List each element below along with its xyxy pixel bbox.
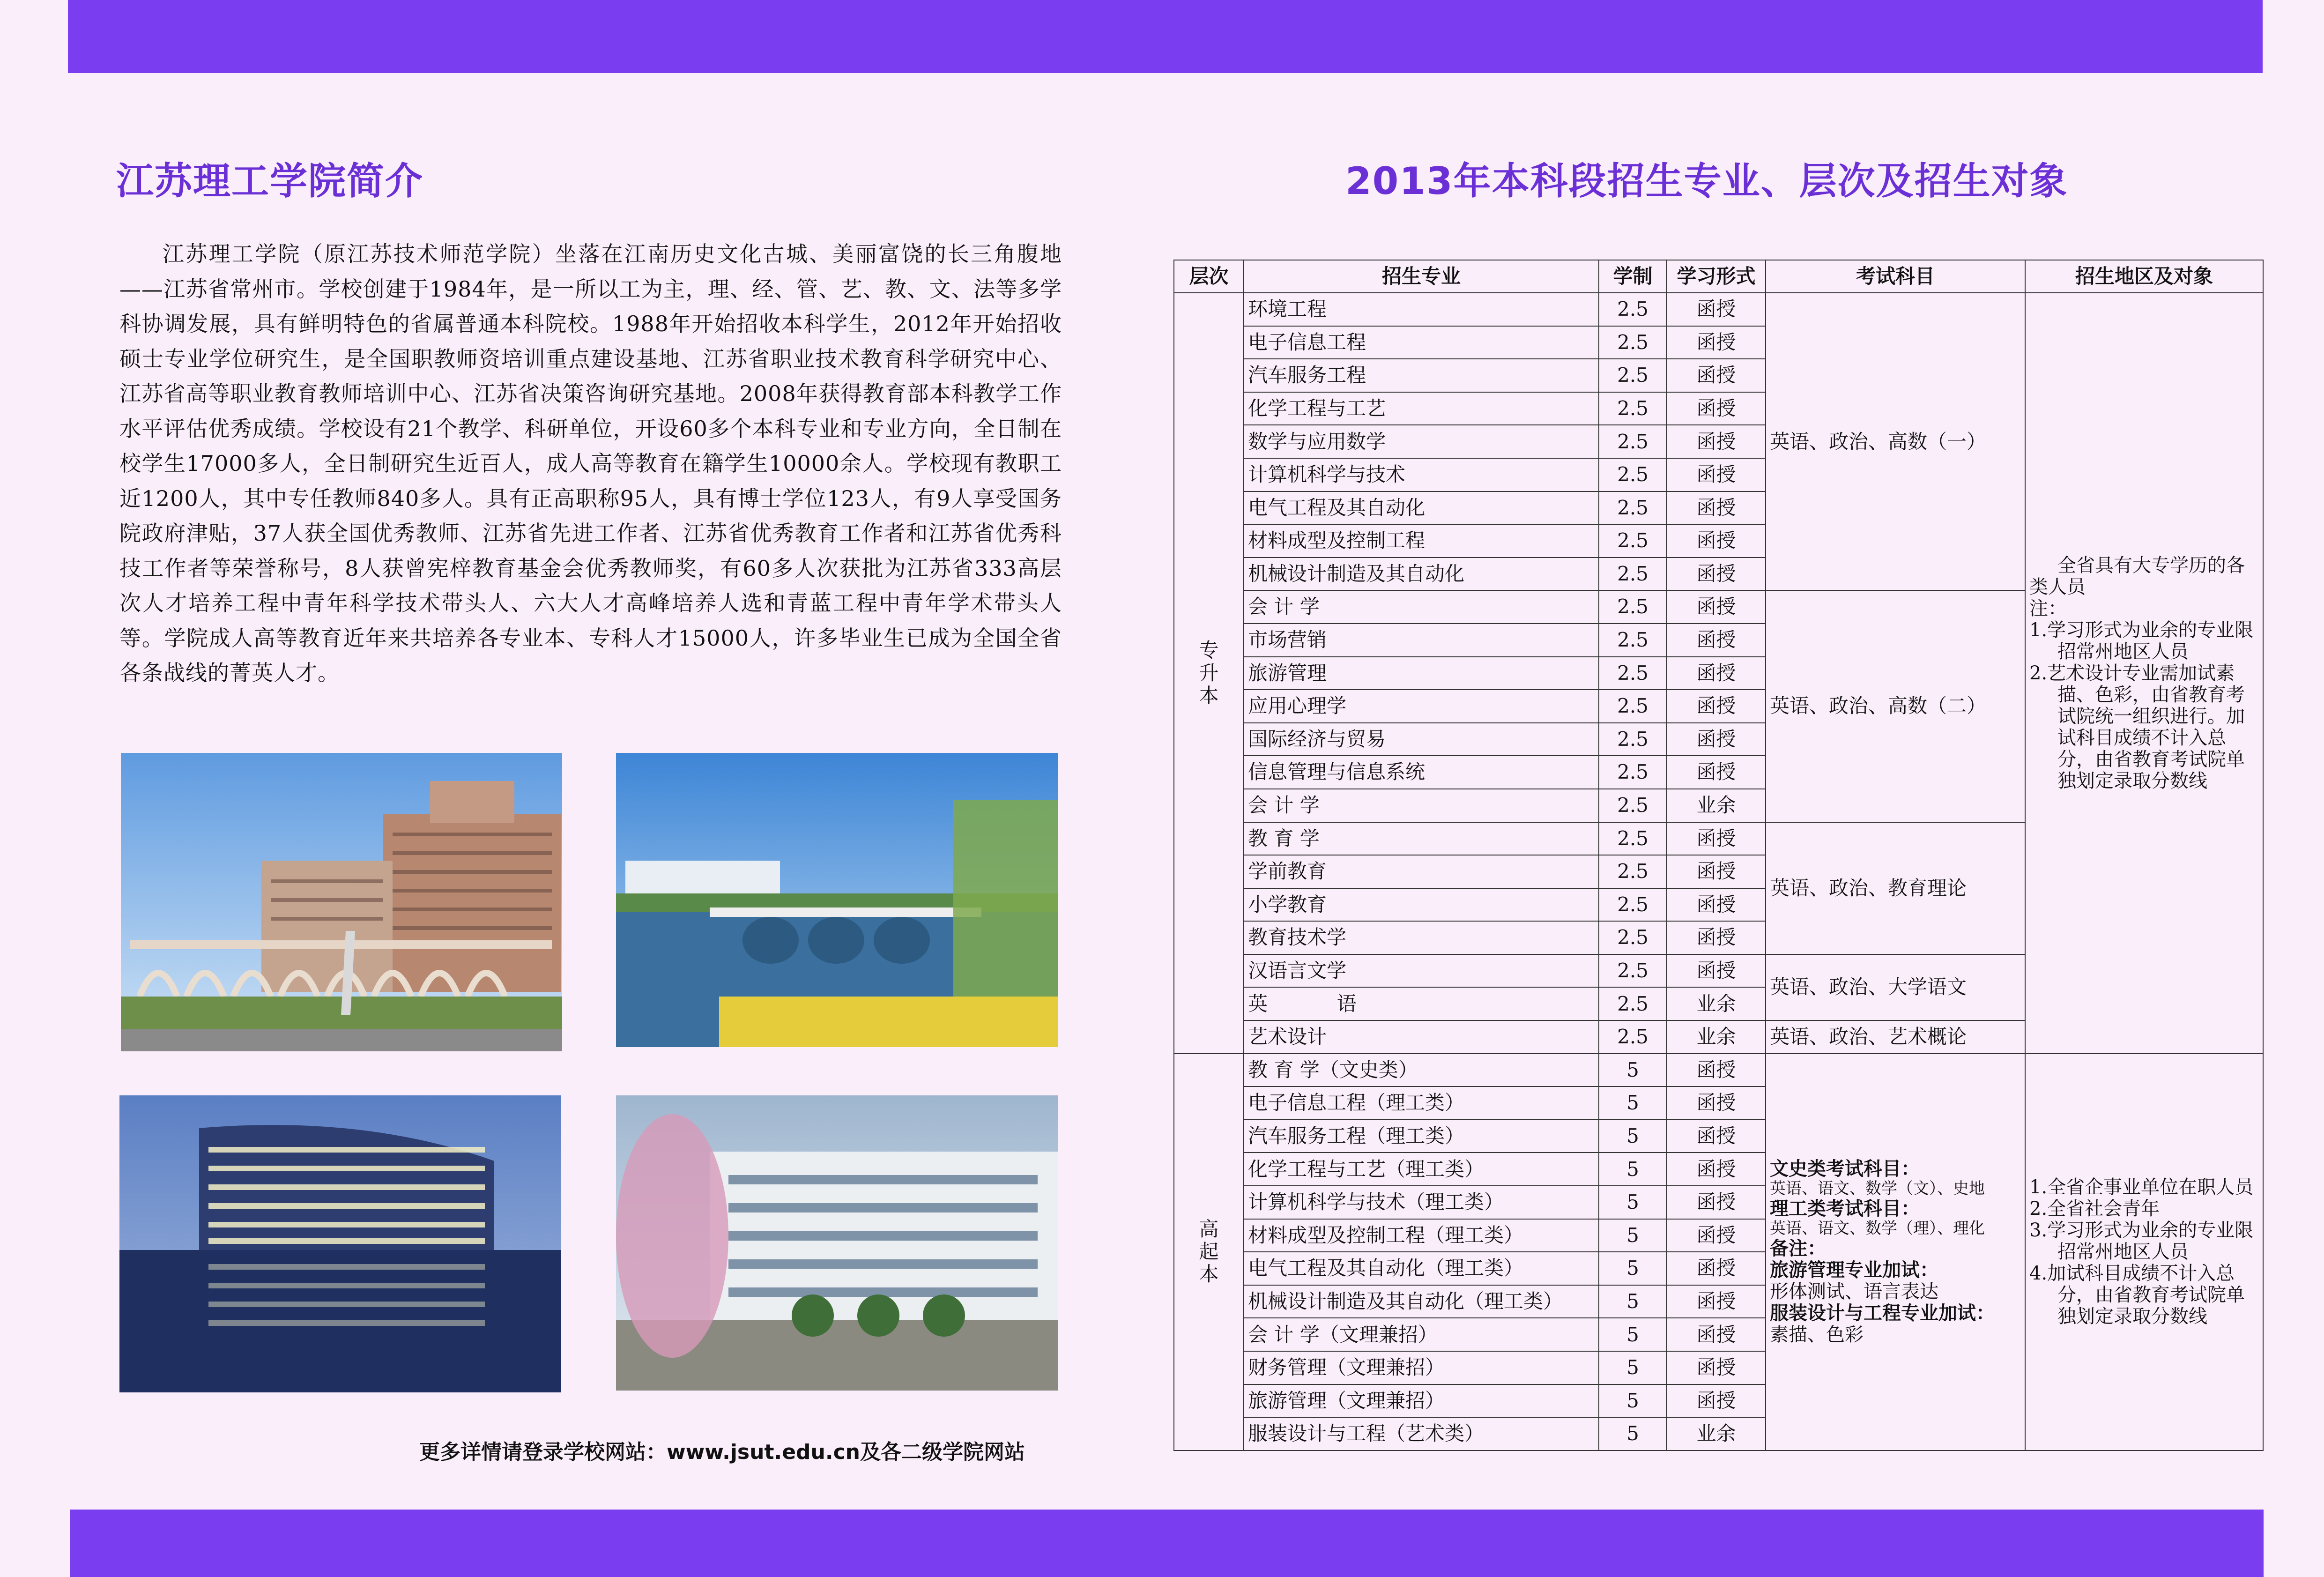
mode-cell: 函授 <box>1667 624 1766 657</box>
mode-cell: 函授 <box>1667 359 1766 392</box>
mode-cell: 函授 <box>1667 293 1766 326</box>
major-cell: 机械设计制造及其自动化（理工类） <box>1244 1285 1599 1318</box>
mode-cell: 函授 <box>1667 558 1766 591</box>
header-major: 招生专业 <box>1244 260 1599 293</box>
mode-cell: 函授 <box>1667 723 1766 756</box>
exam-tourism-subjects: 形体测试、语言表达 <box>1770 1281 1938 1303</box>
intro-text: 江苏理工学院（原江苏技术师范学院）坐落在江南历史文化古城、美丽富饶的长三角腹地——江苏省常州市。学校创建于1984年，是一所以工为主，理、经、管、艺、教、文、法等多学科协调发展，具有鲜明特色的省属普通本科院校。1988年开始招收本科学生，2012年开始招收硕士专业学位研究生，是全国职教师资培训重点建设基地、江苏省职业技术教育科学研究中心、江苏省高等职业教育教师培训中心、江苏省决策咨询研究基地。2008年获得教育部本科教学工作水平评估优秀成绩。学校设有21个教学、科研单位，开设60多个本科专业和专业方向，全日制在校学生17000多人，全日制研究生近百人，成人高等教育在籍学生10000余人。学校现有教职工近1200人，其中专任教师840多人。具有正高职称95人，具有博士学位123人，有9人享受国务院政府津贴，37人获全国优秀教师、江苏省先进工作者、江苏省优秀教育工作者和江苏省优秀科技工作者等荣誉称号，8人获曾宪梓教育基金会优秀教师奖，有60多人次获批为江苏省333高层次人才培养工程中青年科学技术带头人、六大人才高峰培养人选和青蓝工程中青年学术带头人等。学院成人高等教育近年来共培养各专业本、专科人才15000人，许多毕业生已成为全国全省各条战线的菁英人才。 <box>119 241 1062 685</box>
website-note: 更多详情请登录学校网站：www.jsut.edu.cn及各二级学院网站 <box>419 1440 1025 1464</box>
major-cell: 机械设计制造及其自动化 <box>1244 558 1599 591</box>
mode-cell: 函授 <box>1667 756 1766 789</box>
exam-cell-highschool <box>1766 1054 2025 1451</box>
header-exam: 考试科目 <box>1766 260 2025 293</box>
region-note: 1.学习形式为业余的专业限招常州地区人员 <box>2029 619 2254 662</box>
intro-title: 江苏理工学院简介 <box>116 159 423 203</box>
major-cell: 应用心理学 <box>1244 690 1599 723</box>
years-cell: 5 <box>1599 1186 1667 1219</box>
mode-cell: 函授 <box>1667 1153 1766 1186</box>
exam-cell: 英语、政治、高数（二） <box>1766 590 2025 822</box>
exam-remark-label: 备注： <box>1770 1238 1826 1260</box>
years-cell: 5 <box>1599 1153 1667 1186</box>
major-cell: 会 计 学（文理兼招） <box>1244 1318 1599 1351</box>
mode-cell: 业余 <box>1667 1417 1766 1451</box>
mode-cell: 函授 <box>1667 921 1766 954</box>
major-cell: 教育技术学 <box>1244 921 1599 954</box>
mode-cell: 函授 <box>1667 1285 1766 1318</box>
major-cell: 电子信息工程 <box>1244 326 1599 359</box>
years-cell: 2.5 <box>1599 326 1667 359</box>
years-cell: 2.5 <box>1599 590 1667 624</box>
level-highschool: 高起本 <box>1174 1054 1244 1451</box>
years-cell: 2.5 <box>1599 458 1667 491</box>
years-cell: 2.5 <box>1599 624 1667 657</box>
exam-cell: 英语、政治、大学语文 <box>1766 954 2025 1020</box>
major-cell: 旅游管理（文理兼招） <box>1244 1384 1599 1418</box>
exam-arts-subjects: 英语、语文、数学（文）、史地 <box>1770 1179 1985 1198</box>
header-mode: 学习形式 <box>1667 260 1766 293</box>
top-band <box>68 0 2263 73</box>
major-cell: 化学工程与工艺 <box>1244 392 1599 425</box>
enrollment-table <box>1173 260 2264 1451</box>
years-cell: 2.5 <box>1599 987 1667 1020</box>
mode-cell: 函授 <box>1667 855 1766 888</box>
region-note: 1.全省企事业单位在职人员 <box>2029 1176 2254 1198</box>
mode-cell: 函授 <box>1667 458 1766 491</box>
mode-cell: 函授 <box>1667 690 1766 723</box>
major-cell: 国际经济与贸易 <box>1244 723 1599 756</box>
major-cell: 计算机科学与技术 <box>1244 458 1599 491</box>
exam-cell: 英语、政治、教育理论 <box>1766 822 2025 954</box>
major-cell: 学前教育 <box>1244 855 1599 888</box>
years-cell: 2.5 <box>1599 524 1667 558</box>
mode-cell: 函授 <box>1667 954 1766 988</box>
years-cell: 2.5 <box>1599 954 1667 988</box>
years-cell: 2.5 <box>1599 789 1667 822</box>
major-cell: 会 计 学 <box>1244 590 1599 624</box>
major-cell: 电气工程及其自动化 <box>1244 491 1599 525</box>
region-note: 4.加试科目成绩不计入总分，由省教育考试院单独划定录取分数线 <box>2029 1263 2245 1328</box>
major-cell: 教 育 学 <box>1244 822 1599 855</box>
region-note-label: 注： <box>2029 597 2067 619</box>
major-cell: 材料成型及控制工程 <box>1244 524 1599 558</box>
years-cell: 2.5 <box>1599 293 1667 326</box>
region-note: 2.全省社会青年 <box>2029 1198 2160 1220</box>
major-cell: 材料成型及控制工程（理工类） <box>1244 1219 1599 1252</box>
major-cell: 汽车服务工程 <box>1244 359 1599 392</box>
years-cell: 5 <box>1599 1351 1667 1384</box>
major-cell: 会 计 学 <box>1244 789 1599 822</box>
years-cell: 5 <box>1599 1384 1667 1418</box>
major-cell: 服装设计与工程（艺术类） <box>1244 1417 1599 1451</box>
years-cell: 2.5 <box>1599 855 1667 888</box>
years-cell: 2.5 <box>1599 690 1667 723</box>
exam-fashion-subjects: 素描、色彩 <box>1770 1324 1864 1346</box>
major-cell: 计算机科学与技术（理工类） <box>1244 1186 1599 1219</box>
major-cell: 教 育 学（文史类） <box>1244 1054 1599 1087</box>
mode-cell: 函授 <box>1667 491 1766 525</box>
major-cell: 财务管理（文理兼招） <box>1244 1351 1599 1384</box>
mode-cell: 函授 <box>1667 326 1766 359</box>
years-cell: 2.5 <box>1599 1020 1667 1054</box>
mode-cell: 业余 <box>1667 789 1766 822</box>
mode-cell: 函授 <box>1667 1384 1766 1418</box>
mode-cell: 函授 <box>1667 392 1766 425</box>
mode-cell: 函授 <box>1667 1086 1766 1120</box>
mode-cell: 函授 <box>1667 822 1766 855</box>
years-cell: 5 <box>1599 1120 1667 1153</box>
mode-cell: 函授 <box>1667 657 1766 690</box>
major-cell: 环境工程 <box>1244 293 1599 326</box>
exam-fashion-label: 服装设计与工程专业加试： <box>1770 1302 1995 1324</box>
exam-sci-label: 理工类考试科目： <box>1770 1198 1920 1220</box>
library-night-photo <box>119 1095 561 1392</box>
table-row <box>1174 293 2263 326</box>
header-years: 学制 <box>1599 260 1667 293</box>
years-cell: 2.5 <box>1599 392 1667 425</box>
mode-cell: 函授 <box>1667 590 1766 624</box>
campus-building-photo <box>121 753 562 1051</box>
mode-cell: 函授 <box>1667 1120 1766 1153</box>
teaching-building-photo <box>616 1095 1058 1391</box>
mode-cell: 函授 <box>1667 425 1766 458</box>
years-cell: 2.5 <box>1599 921 1667 954</box>
major-cell: 信息管理与信息系统 <box>1244 756 1599 789</box>
region-note: 3.学习形式为业余的专业限招常州地区人员 <box>2029 1220 2254 1263</box>
years-cell: 5 <box>1599 1086 1667 1120</box>
years-cell: 2.5 <box>1599 425 1667 458</box>
years-cell: 2.5 <box>1599 657 1667 690</box>
region-cell-highschool <box>2025 1054 2263 1451</box>
major-cell: 市场营销 <box>1244 624 1599 657</box>
campus-lake-bridge-photo <box>616 753 1058 1047</box>
mode-cell: 函授 <box>1667 524 1766 558</box>
major-cell: 电气工程及其自动化（理工类） <box>1244 1252 1599 1285</box>
exam-sci-subjects: 英语、语文、数学（理）、理化 <box>1770 1219 1985 1238</box>
exam-cell: 英语、政治、艺术概论 <box>1766 1020 2025 1054</box>
years-cell: 2.5 <box>1599 888 1667 922</box>
level-upgrade: 专升本 <box>1174 293 1244 1054</box>
table-header-row <box>1174 260 2263 293</box>
major-cell: 汽车服务工程（理工类） <box>1244 1120 1599 1153</box>
region-cell-upgrade <box>2025 293 2263 1054</box>
years-cell: 2.5 <box>1599 558 1667 591</box>
years-cell: 5 <box>1599 1219 1667 1252</box>
mode-cell: 函授 <box>1667 1219 1766 1252</box>
enrollment-title: 2013年本科段招生专业、层次及招生对象 <box>1345 159 2068 203</box>
major-cell: 英 语 <box>1244 987 1599 1020</box>
years-cell: 5 <box>1599 1417 1667 1451</box>
years-cell: 2.5 <box>1599 756 1667 789</box>
years-cell: 2.5 <box>1599 723 1667 756</box>
mode-cell: 函授 <box>1667 1054 1766 1087</box>
years-cell: 5 <box>1599 1252 1667 1285</box>
mode-cell: 函授 <box>1667 1351 1766 1384</box>
major-cell: 艺术设计 <box>1244 1020 1599 1054</box>
header-region: 招生地区及对象 <box>2025 260 2263 293</box>
mode-cell: 业余 <box>1667 1020 1766 1054</box>
major-cell: 旅游管理 <box>1244 657 1599 690</box>
major-cell: 数学与应用数学 <box>1244 425 1599 458</box>
major-cell: 汉语言文学 <box>1244 954 1599 988</box>
mode-cell: 业余 <box>1667 987 1766 1020</box>
mode-cell: 函授 <box>1667 1318 1766 1351</box>
table-row <box>1174 1054 2263 1087</box>
exam-arts-label: 文史类考试科目： <box>1770 1158 1920 1180</box>
years-cell: 2.5 <box>1599 822 1667 855</box>
major-cell: 小学教育 <box>1244 888 1599 922</box>
years-cell: 5 <box>1599 1318 1667 1351</box>
exam-tourism-label: 旅游管理专业加试： <box>1770 1259 1938 1281</box>
major-cell: 电子信息工程（理工类） <box>1244 1086 1599 1120</box>
region-note: 2.艺术设计专业需加试素描、色彩，由省教育考试院统一组织进行。加试科目成绩不计入总分，由省教育考试院单独划定录取分数线 <box>2029 662 2245 792</box>
years-cell: 5 <box>1599 1285 1667 1318</box>
region-line: 全省具有大专学历的各类人员 <box>2029 554 2245 598</box>
major-cell: 化学工程与工艺（理工类） <box>1244 1153 1599 1186</box>
header-level: 层次 <box>1174 260 1244 293</box>
years-cell: 5 <box>1599 1054 1667 1087</box>
years-cell: 2.5 <box>1599 491 1667 525</box>
mode-cell: 函授 <box>1667 888 1766 922</box>
years-cell: 2.5 <box>1599 359 1667 392</box>
exam-cell: 英语、政治、高数（一） <box>1766 293 2025 590</box>
bottom-band <box>70 1510 2264 1577</box>
mode-cell: 函授 <box>1667 1186 1766 1219</box>
mode-cell: 函授 <box>1667 1252 1766 1285</box>
